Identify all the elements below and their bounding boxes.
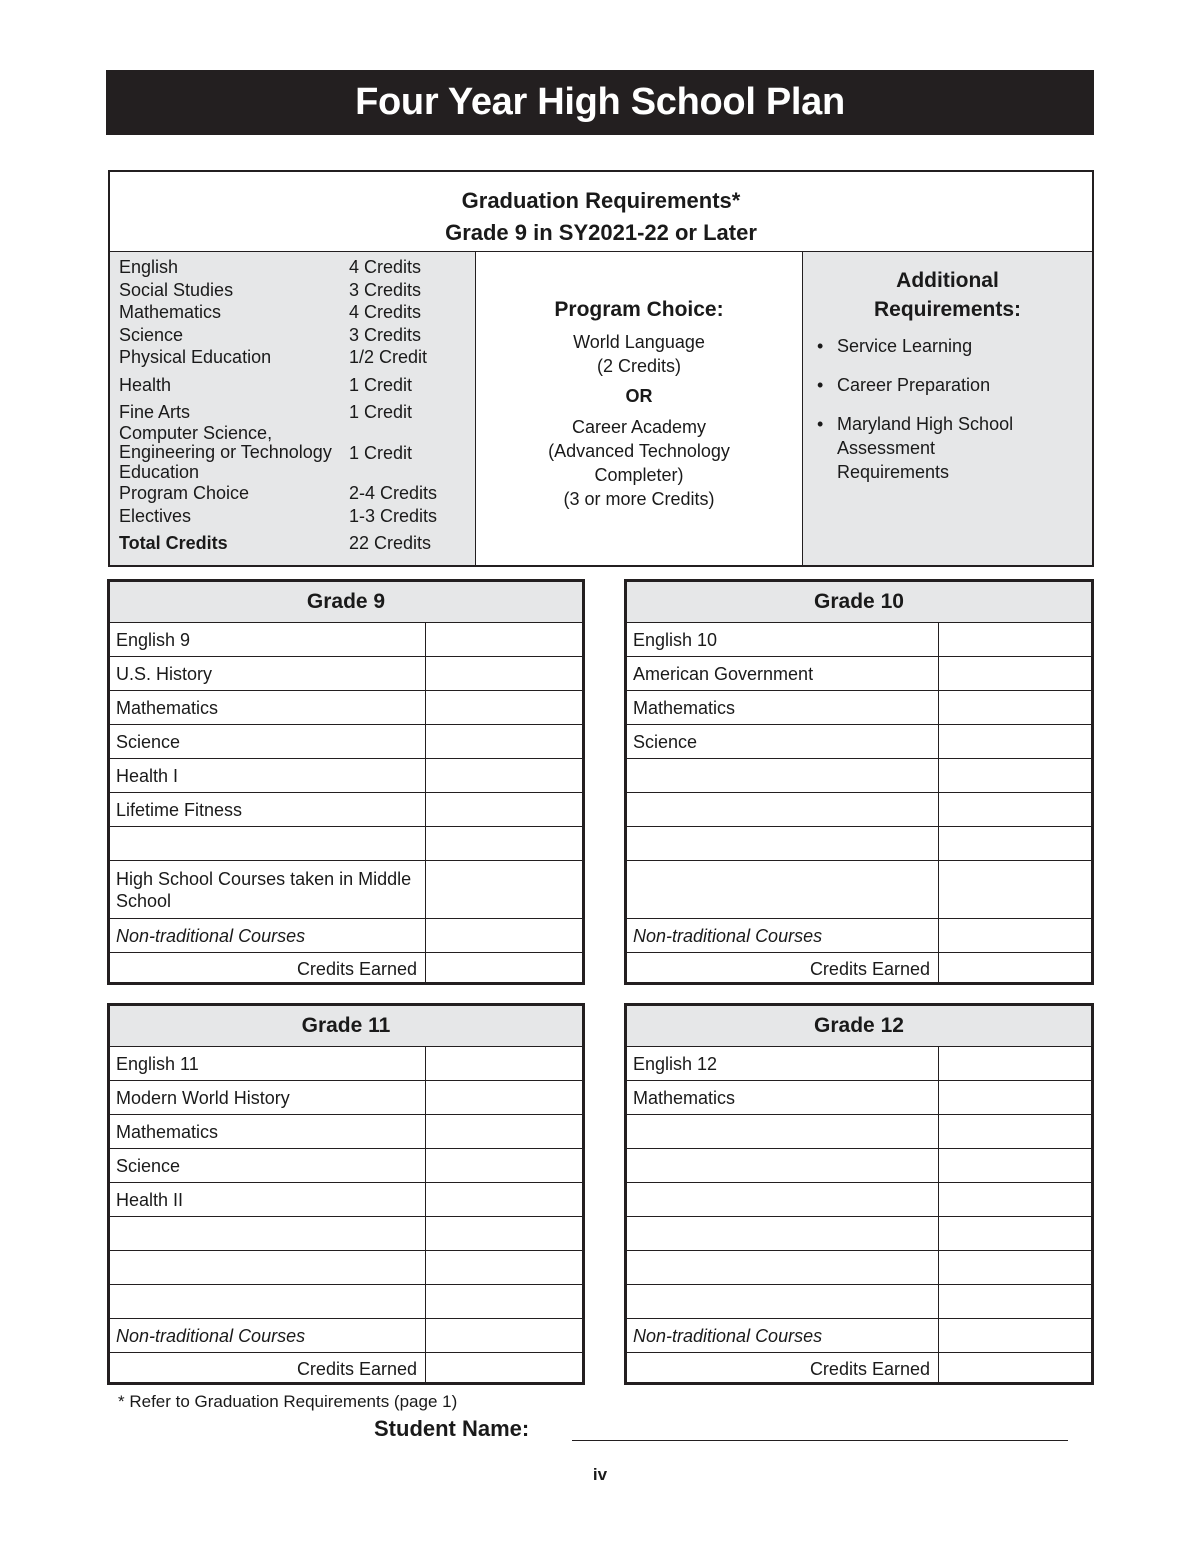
credit-cell[interactable] bbox=[426, 861, 582, 918]
credits-earned-cell[interactable] bbox=[426, 1353, 582, 1385]
credit-row bbox=[119, 279, 475, 302]
credit-subject: Physical Education bbox=[119, 347, 272, 367]
credit-cell[interactable] bbox=[939, 1217, 1091, 1250]
table-row bbox=[110, 861, 582, 919]
credit-cell[interactable] bbox=[939, 919, 1091, 952]
requirements-heading-line2: Grade 9 in SY2021-22 or Later bbox=[445, 220, 757, 245]
list-item: • Service Learning bbox=[817, 334, 1092, 358]
course-name-cell bbox=[627, 759, 939, 792]
table-row bbox=[627, 725, 1091, 759]
credit-amount: 1/2 Credit bbox=[349, 347, 428, 367]
credit-cell[interactable] bbox=[426, 1115, 582, 1148]
table-row bbox=[110, 1319, 582, 1353]
course-name-cell bbox=[110, 827, 426, 860]
student-name-label: Student Name: bbox=[374, 1416, 530, 1441]
table-row bbox=[110, 1251, 582, 1285]
list-item: • Career Preparation bbox=[817, 373, 1092, 397]
credit-cell[interactable] bbox=[426, 657, 582, 690]
credits-earned-label: Credits Earned bbox=[110, 953, 426, 985]
nontraditional-courses-label: Non-traditional Courses bbox=[110, 1319, 426, 1352]
credit-amount: 1 Credit bbox=[349, 402, 413, 422]
requirements-heading bbox=[110, 172, 1092, 252]
table-row bbox=[110, 1149, 582, 1183]
course-name-cell: Health I bbox=[110, 759, 426, 792]
grade-heading: Grade 11 bbox=[110, 1006, 582, 1047]
credit-cell[interactable] bbox=[426, 793, 582, 826]
requirements-heading-line1: Graduation Requirements* bbox=[461, 188, 741, 213]
grade-11-table bbox=[107, 1003, 585, 1385]
table-row bbox=[627, 1183, 1091, 1217]
grade-heading: Grade 9 bbox=[110, 582, 582, 623]
credit-row bbox=[119, 324, 475, 347]
table-row bbox=[110, 657, 582, 691]
credit-cell[interactable] bbox=[426, 1183, 582, 1216]
course-name-cell: English 12 bbox=[627, 1047, 939, 1080]
credits-list bbox=[110, 252, 476, 565]
table-row bbox=[627, 1149, 1091, 1183]
credit-cell[interactable] bbox=[939, 725, 1091, 758]
program-option-text: World Language bbox=[573, 332, 705, 352]
table-row bbox=[627, 657, 1091, 691]
page-title: Four Year High School Plan bbox=[106, 70, 1094, 135]
credits-earned-label: Credits Earned bbox=[110, 1353, 426, 1385]
credit-row bbox=[119, 301, 475, 324]
credit-cell[interactable] bbox=[426, 691, 582, 724]
table-row bbox=[627, 1285, 1091, 1319]
credits-earned-cell[interactable] bbox=[939, 953, 1091, 985]
credit-subject: English bbox=[119, 257, 179, 277]
program-option-text: Completer) bbox=[594, 465, 684, 485]
grade-10-table bbox=[624, 579, 1094, 985]
course-name-cell bbox=[627, 1115, 939, 1148]
table-row bbox=[110, 1285, 582, 1319]
credit-cell[interactable] bbox=[939, 1319, 1091, 1352]
credit-cell[interactable] bbox=[426, 1047, 582, 1080]
program-option-text: (2 Credits) bbox=[596, 356, 681, 376]
graduation-requirements-box bbox=[108, 170, 1094, 567]
table-row bbox=[627, 1353, 1091, 1385]
credit-cell[interactable] bbox=[426, 1251, 582, 1284]
table-row bbox=[627, 759, 1091, 793]
credit-row bbox=[119, 374, 475, 397]
course-name-cell: Mathematics bbox=[627, 691, 939, 724]
program-option-text: Career Academy bbox=[571, 417, 707, 437]
table-row bbox=[110, 1115, 582, 1149]
table-row bbox=[110, 953, 582, 985]
table-row bbox=[627, 919, 1091, 953]
credits-earned-label: Credits Earned bbox=[627, 953, 939, 985]
credit-subject-total: Total Credits bbox=[119, 533, 228, 553]
footnote: * Refer to Graduation Requirements (page 1) bbox=[118, 1392, 458, 1411]
course-name-cell bbox=[627, 827, 939, 860]
credit-row-total bbox=[119, 532, 475, 555]
credits-earned-label: Credits Earned bbox=[627, 1353, 939, 1385]
course-name-cell bbox=[110, 1251, 426, 1284]
course-name-cell bbox=[627, 793, 939, 826]
course-name-cell: English 11 bbox=[110, 1047, 426, 1080]
credit-amount: 3 Credits bbox=[349, 324, 422, 345]
credit-amount: 3 Credits bbox=[349, 279, 422, 300]
grade-heading: Grade 12 bbox=[627, 1006, 1091, 1047]
course-name-cell: Mathematics bbox=[110, 1115, 426, 1148]
program-option-text: (Advanced Technology bbox=[548, 441, 730, 461]
credit-cell[interactable] bbox=[426, 827, 582, 860]
table-row bbox=[627, 1251, 1091, 1285]
credit-subject: Mathematics bbox=[119, 302, 222, 322]
program-or: OR bbox=[625, 386, 653, 406]
credit-cell[interactable] bbox=[939, 827, 1091, 860]
table-row bbox=[627, 1115, 1091, 1149]
course-name-cell: Health II bbox=[110, 1183, 426, 1216]
table-row bbox=[627, 1319, 1091, 1353]
table-row bbox=[110, 691, 582, 725]
credit-amount: 2-4 Credits bbox=[349, 483, 438, 503]
credit-amount: 1 Credit bbox=[349, 374, 413, 395]
credit-row bbox=[119, 401, 475, 424]
table-row bbox=[627, 1081, 1091, 1115]
additional-title-line2: Requirements: bbox=[873, 298, 1022, 321]
course-name-cell bbox=[627, 1217, 939, 1250]
table-row bbox=[110, 793, 582, 827]
course-name-cell bbox=[110, 1285, 426, 1318]
program-option-text: (3 or more Credits) bbox=[563, 489, 715, 509]
credit-cell[interactable] bbox=[939, 1047, 1091, 1080]
course-name-cell: Science bbox=[110, 1149, 426, 1182]
table-row bbox=[110, 1183, 582, 1217]
nontraditional-courses-label: Non-traditional Courses bbox=[627, 1319, 939, 1352]
course-name-cell: Lifetime Fitness bbox=[110, 793, 426, 826]
table-row bbox=[110, 919, 582, 953]
credit-amount: 4 Credits bbox=[349, 257, 422, 277]
credit-cell[interactable] bbox=[426, 1081, 582, 1114]
table-row bbox=[627, 623, 1091, 657]
nontraditional-courses-label: Non-traditional Courses bbox=[110, 919, 426, 952]
course-name-cell bbox=[627, 1183, 939, 1216]
credit-subject: Fine Arts bbox=[119, 402, 191, 422]
credit-cell[interactable] bbox=[939, 1285, 1091, 1318]
credit-amount: 1 Credit bbox=[349, 442, 413, 463]
additional-requirements bbox=[803, 252, 1092, 565]
credit-cell[interactable] bbox=[939, 793, 1091, 826]
table-row bbox=[627, 953, 1091, 985]
program-choice-title: Program Choice: bbox=[554, 298, 724, 321]
credit-cell[interactable] bbox=[939, 759, 1091, 792]
grade-heading: Grade 10 bbox=[627, 582, 1091, 623]
program-choice bbox=[476, 252, 803, 565]
table-row bbox=[110, 827, 582, 861]
credit-cell[interactable] bbox=[939, 1115, 1091, 1148]
credit-subject: Program Choice bbox=[119, 483, 250, 503]
credit-cell[interactable] bbox=[939, 691, 1091, 724]
credit-row bbox=[119, 346, 475, 369]
course-name-cell: English 9 bbox=[110, 623, 426, 656]
credit-subject: Social Studies bbox=[119, 279, 234, 300]
credit-cell[interactable] bbox=[939, 1149, 1091, 1182]
course-name-cell: Mathematics bbox=[627, 1081, 939, 1114]
credit-subject: Electives bbox=[119, 505, 192, 526]
credit-cell[interactable] bbox=[426, 1217, 582, 1250]
credit-cell[interactable] bbox=[426, 1149, 582, 1182]
additional-requirements-title bbox=[803, 266, 1092, 324]
credit-amount-total: 22 Credits bbox=[349, 533, 432, 553]
table-row bbox=[110, 1081, 582, 1115]
credit-cell[interactable] bbox=[939, 1183, 1091, 1216]
course-name-cell: Mathematics bbox=[110, 691, 426, 724]
table-row bbox=[110, 1217, 582, 1251]
list-item: • Maryland High School Assessment Requirements bbox=[817, 412, 1037, 484]
credit-cell[interactable] bbox=[426, 1285, 582, 1318]
credits-earned-cell[interactable] bbox=[939, 1353, 1091, 1385]
table-row bbox=[110, 623, 582, 657]
table-row bbox=[627, 827, 1091, 861]
credit-cell[interactable] bbox=[426, 725, 582, 758]
credit-cell[interactable] bbox=[426, 919, 582, 952]
table-row bbox=[627, 691, 1091, 725]
table-row bbox=[627, 793, 1091, 827]
course-name-cell: Modern World History bbox=[110, 1081, 426, 1114]
credit-row bbox=[119, 505, 475, 528]
credit-cell[interactable] bbox=[426, 1319, 582, 1352]
table-row bbox=[110, 759, 582, 793]
grade-9-table bbox=[107, 579, 585, 985]
credit-amount: 4 Credits bbox=[349, 302, 422, 322]
credit-cell[interactable] bbox=[426, 623, 582, 656]
credit-row bbox=[119, 482, 475, 505]
credit-subject: Science bbox=[119, 324, 184, 345]
credit-row bbox=[119, 256, 475, 279]
credits-earned-cell[interactable] bbox=[426, 953, 582, 985]
additional-requirements-list bbox=[803, 334, 1092, 484]
course-name-cell: High School Courses taken in Middle School bbox=[110, 861, 426, 918]
nontraditional-courses-label: Non-traditional Courses bbox=[627, 919, 939, 952]
page-number: iv bbox=[592, 1465, 608, 1484]
course-name-cell bbox=[627, 861, 939, 918]
course-name-cell: English 10 bbox=[627, 623, 939, 656]
credit-cell[interactable] bbox=[939, 1081, 1091, 1114]
credit-subject: Health bbox=[119, 374, 172, 395]
table-row bbox=[627, 1047, 1091, 1081]
credit-cell[interactable] bbox=[939, 657, 1091, 690]
course-name-cell bbox=[110, 1217, 426, 1250]
table-row bbox=[627, 861, 1091, 919]
table-row bbox=[110, 725, 582, 759]
course-name-cell: Science bbox=[110, 725, 426, 758]
course-name-cell: American Government bbox=[627, 657, 939, 690]
course-name-cell: Science bbox=[627, 725, 939, 758]
table-row bbox=[627, 1217, 1091, 1251]
course-name-cell bbox=[627, 1251, 939, 1284]
course-name-cell bbox=[627, 1149, 939, 1182]
table-row bbox=[110, 1353, 582, 1385]
course-name-cell bbox=[627, 1285, 939, 1318]
student-name-field[interactable] bbox=[572, 1440, 1068, 1441]
additional-title-line1: Additional bbox=[896, 269, 999, 292]
credit-cell[interactable] bbox=[426, 759, 582, 792]
course-name-cell: U.S. History bbox=[110, 657, 426, 690]
credit-cell[interactable] bbox=[939, 1251, 1091, 1284]
credit-amount: 1-3 Credits bbox=[349, 505, 438, 526]
table-row bbox=[110, 1047, 582, 1081]
grade-12-table bbox=[624, 1003, 1094, 1385]
credit-cell[interactable] bbox=[939, 623, 1091, 656]
credit-row bbox=[119, 424, 475, 483]
credit-subject: Computer Science, Engineering or Technology Education bbox=[119, 422, 332, 482]
credit-cell[interactable] bbox=[939, 861, 1091, 918]
